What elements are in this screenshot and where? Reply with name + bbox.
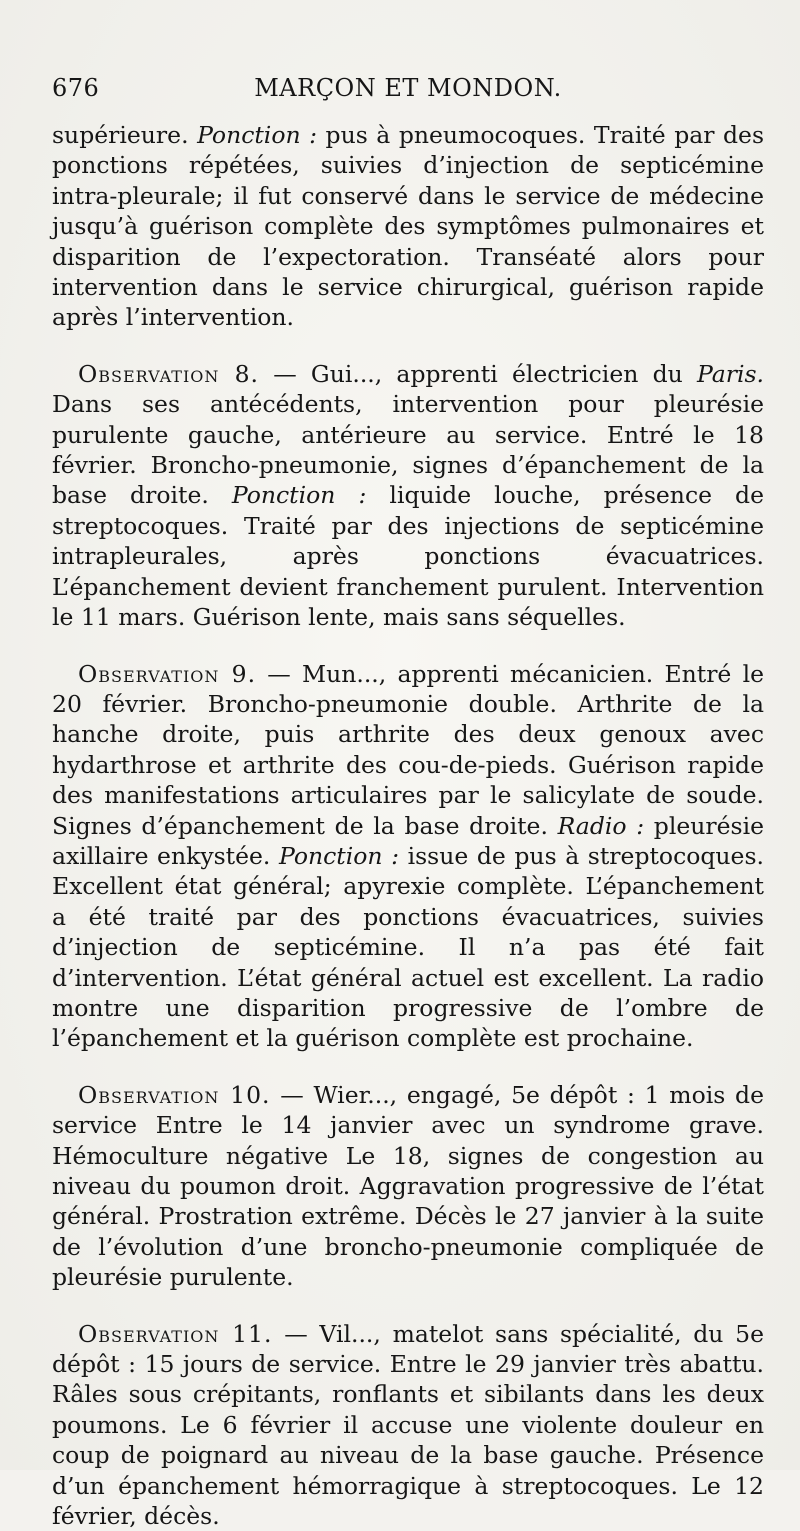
observation-11: [52, 1319, 764, 1531]
observation-heading: Observation 8.: [78, 359, 260, 388]
body-text: [52, 120, 764, 1531]
text-run: Dans ses antécédents, intervention pour pleurésie purulente gauche, antérieure au service. Entré le 18 février. Broncho-pneumonie, signes d’épanchement de la base droite.: [52, 390, 764, 510]
observation-heading: Observation 10.: [78, 1080, 271, 1109]
observation-9: [52, 659, 764, 1054]
text-run: — Vil..., matelot sans spécialité, du 5e dépôt : 15 jours de service. Entre le 29 janvier très abattu. Râles sous crépitants, ronflants et sibilants dans les deux poumons. Le 6 février il accuse une violente douleur en coup de poignard au niveau de la base gauche. Présence d’un épanchement hémorragique à streptocoques. Le 12 février, décès.: [52, 1319, 764, 1531]
page-header: [52, 74, 764, 110]
text-run: pus à pneumocoques. Traité par des ponctions répétées, suivies d’injection de septicémine intra-pleurale; il fut conservé dans le service de médecine jusqu’à guérison complète des symptômes pulmonaires et disparition de l’expectoration. Transéaté alors pour intervention dans le service chirurgical, guérison rapide après l’intervention.: [52, 121, 764, 332]
text-run: pleurésie axillaire enkystée.: [52, 811, 764, 870]
text-run: — Wier..., engagé, 5e dépôt : 1 mois de service Entre le 14 janvier avec un syndrome grave. Hémoculture négative Le 18, signes de congestion au niveau du poumon droit. Aggravation progressive de l’état général. Prostration extrême. Décès le 27 janvier à la suite de l’évolution d’une broncho-pneumonie compliquée de pleurésie purulente.: [52, 1080, 764, 1292]
running-title: MARÇON ET MONDON.: [254, 74, 562, 102]
italic-term: Ponction :: [278, 841, 400, 870]
observation-heading: Observation 9.: [78, 659, 257, 688]
italic-term: Ponction :: [231, 481, 367, 510]
italic-term: Radio :: [557, 811, 645, 840]
page-number: 676: [52, 74, 100, 102]
text-run: — Mun..., apprenti mécanicien. Entré le 20 février. Broncho-pneumonie double. Arthrite de la hanche droite, puis arthrite des deux genoux avec hydarthrose et arthrite des cou-de-pieds. Guérison rapide des manifestations articulaires par le salicylate de soude. Signes d’épanchement de la base droite.: [52, 659, 764, 840]
observation-heading: Observation 11.: [78, 1319, 273, 1348]
observation-8: [52, 359, 764, 633]
italic-term: Ponction :: [197, 121, 318, 149]
text-run: — Gui..., apprenti électricien du: [259, 359, 697, 388]
italic-term: Paris.: [696, 359, 764, 388]
text-run: liquide louche, présence de streptocoques. Traité par des injections de septicémine intrapleurales, après ponctions évacuatrices. L’épanchement devient franchement purulent. Intervention le 11 mars. Guérison lente, mais sans séquelles.: [52, 481, 765, 632]
paragraph-continuation: [52, 120, 764, 333]
text-run: issue de pus à streptocoques. Excellent état général; apyrexie complète. L’épanchement a été traité par des ponctions évacuatrices, suivies d’injection de septicémine. Il n’a pas été fait d’intervention. L’état général actuel est excellent. La radio montre une disparition progressive de l’ombre de l’épanchement et la guérison complète est prochaine.: [52, 841, 764, 1053]
text-run: supérieure.: [52, 121, 198, 149]
observation-10: [52, 1080, 764, 1293]
